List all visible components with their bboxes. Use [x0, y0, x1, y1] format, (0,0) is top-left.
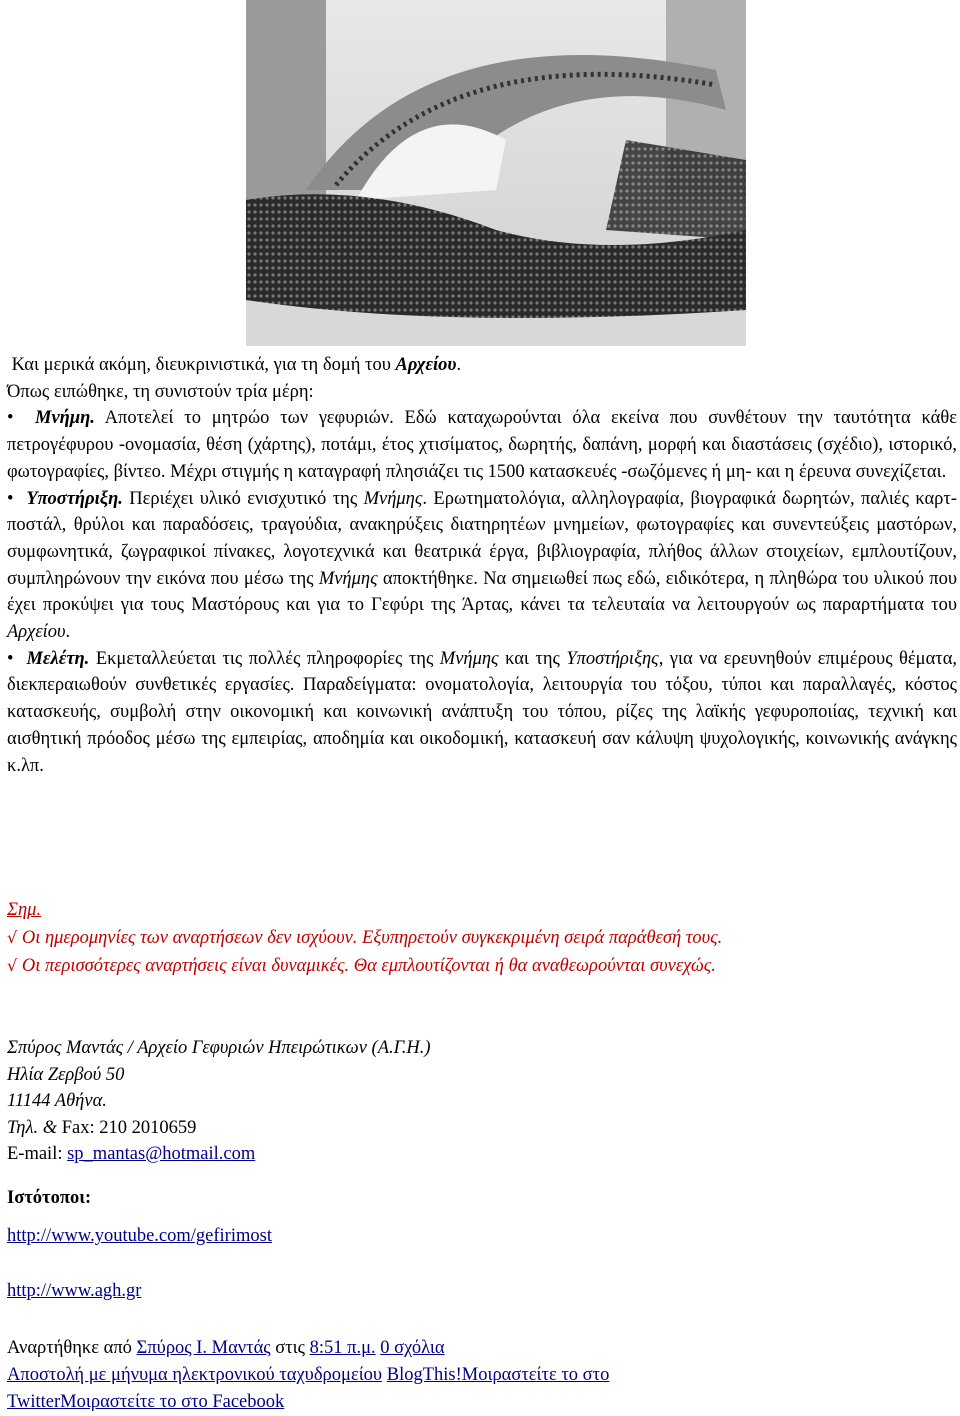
study-emphasis: Υποστήριξης — [566, 648, 659, 669]
study-title: Μελέτη. — [26, 648, 90, 669]
post-footer — [7, 1335, 957, 1416]
intro-line-1 — [7, 352, 957, 379]
websites-label: Ιστότοποι: — [7, 1188, 92, 1208]
bullet: • — [7, 648, 14, 669]
comments-link[interactable]: 0 σχόλια — [380, 1338, 445, 1358]
share-links — [7, 1362, 957, 1389]
agh-link[interactable]: http://www.agh.gr — [7, 1281, 142, 1301]
intro-text: Και μερικά ακόμη, διευκρινιστικά, για τη δομή του — [11, 355, 396, 375]
note-block — [7, 897, 722, 980]
memory-title: Μνήμη. — [35, 408, 95, 429]
share-facebook-link[interactable]: Μοιραστείτε το στο Facebook — [60, 1392, 285, 1412]
note-line-2: Οι περισσότερες αναρτήσεις είναι δυναμικές. Θα εμπλουτίζονται ή θα αναθεωρούνται συνεχώς. — [21, 956, 716, 976]
phone-value: Fax: 210 2010659 — [57, 1117, 197, 1138]
contact-city: 11144 Αθήνα. — [7, 1091, 107, 1111]
post-meta — [7, 1335, 957, 1362]
contact-email — [7, 1141, 431, 1168]
memory-text: Αποτελεί το μητρώο των γεφυριών. Εδώ καταχωρούνται όλα εκείνα που συνθέτουν την ταυτότητα κάθε πετρογέφυρου -ονομασία, θέση (χάρτης), ποτάμι, έτος χτισίματος, δωρητής, δαπάνη, μορφή και διαστάσεις (σχέδιο), ιστορικό, φωτογραφίες, βίντεο. Μέχρι στιγμής η καταγραφή πλησιάζει τις 1500 κατασκευές -σωζόμενες ή μη- και η έρευνα συνεχίζεται. — [7, 408, 957, 482]
share-email-link[interactable]: Αποστολή με μήνυμα ηλεκτρονικού ταχυδρομείου — [7, 1365, 383, 1385]
support-emphasis: Αρχείου — [7, 622, 66, 643]
contact-block — [7, 1035, 431, 1168]
at-label: στις — [270, 1338, 310, 1358]
support-emphasis: Μνήμης — [363, 488, 423, 509]
study-text: Εκμεταλλεύεται τις πολλές πληροφορίες της — [95, 648, 440, 669]
bullet: • — [7, 488, 14, 509]
email-label: E-mail: — [7, 1144, 68, 1164]
intro-period: . — [456, 355, 462, 375]
part-study — [7, 646, 957, 780]
support-text: . — [65, 622, 71, 643]
share-twitter-link-end[interactable]: Twitter — [7, 1392, 61, 1412]
email-link[interactable]: sp_mantas@hotmail.com — [67, 1144, 256, 1164]
share-links-2 — [7, 1389, 957, 1416]
time-link[interactable]: 8:51 π.μ. — [309, 1338, 376, 1358]
bridge-photo — [246, 0, 746, 346]
bridge-photo-drawing — [246, 0, 746, 346]
contact-phone — [7, 1115, 431, 1142]
bullet: • — [7, 408, 14, 429]
note-line-1: Οι ημερομηνίες των αναρτήσεων δεν ισχύουν. Εξυπηρετούν συγκεκριμένη σειρά παράθεσή τους. — [21, 928, 723, 948]
check-icon: √ — [7, 928, 18, 947]
youtube-link[interactable]: http://www.youtube.com/gefirimost — [7, 1226, 272, 1246]
support-text: . Ερωτηματολόγια, αλληλογραφία, βιογραφικά δωρητών, παλιές καρτ-ποστάλ, θρύλοι και παραδόσεις, τραγούδια, ανακηρύξεις διατηρητέων μνημείων, φωτογραφίες και συνεντεύξεις μαστόρων, συμφωνητικά, ζωγραφικοί πίνακες, λογοτεχνικά και θεατρικά έργα, βιβλιογραφία, πλήθος άλλων στοιχείων, εμπλουτίζουν, συμπληρώνουν την εικόνα που μέσω της — [7, 488, 958, 589]
support-emphasis: Μνήμης — [318, 568, 378, 589]
archive-emphasis: Αρχείου — [395, 355, 457, 375]
note-label: Σημ. — [7, 900, 42, 920]
study-text: , για να ερευνηθούν επιμέρους θέματα, διεκπεραιωθούν συνθετικές εργασίες. Παραδείγματα: ονοματολογία, λειτουργία του τόξου, τύποι και παραλλαγές, κόστος κατασκευής, συμβολή στην οικονομική και κοινωνική ανάπτυξη του τόπου, ρίζες της λαϊκής γεφυροποιίας, τεχνική και αισθητική πρόοδος μέσω της εμπειρίας, αποδημία και οικοδομική, κατασκευή σαν κάλυψη ψυχολογικής, κοινωνικής ανάγκης κ.λπ. — [7, 648, 958, 776]
phone-label: Τηλ. & — [7, 1117, 58, 1138]
contact-street: Ηλία Ζερβού 50 — [7, 1064, 125, 1085]
support-title: Υποστήριξη. — [26, 488, 123, 509]
intro-line-2: Όπως ειπώθηκε, τη συνιστούν τρία μέρη: — [7, 381, 314, 402]
support-text: αποκτήθηκε. Να σημειωθεί πως εδώ, ειδικότερα, η πληθώρα του υλικού που έχει προκύψει για τους Μαστόρους και για το Γεφύρι της Άρτας, κάνει τα τελευταία να λειτουργούν ως παραρτήματα του — [7, 568, 957, 616]
part-memory — [7, 405, 957, 485]
article-body — [7, 352, 957, 779]
study-text: και της — [498, 648, 567, 669]
author-link[interactable]: Σπύρος Ι. Μαντάς — [136, 1338, 271, 1358]
posted-by-label: Αναρτήθηκε από — [7, 1338, 137, 1358]
study-emphasis: Μνήμης — [439, 648, 499, 669]
support-text: Περιέχει υλικό ενισχυτικό της — [129, 488, 364, 509]
part-support — [7, 486, 957, 646]
contact-name: Σπύρος Μαντάς / Αρχείο Γεφυριών Ηπειρώτικων (Α.Γ.Η.) — [7, 1038, 431, 1058]
blogthis-link[interactable]: BlogThis! — [386, 1365, 462, 1385]
share-twitter-link[interactable]: Μοιραστείτε το στο — [461, 1365, 610, 1385]
check-icon: √ — [7, 956, 18, 975]
